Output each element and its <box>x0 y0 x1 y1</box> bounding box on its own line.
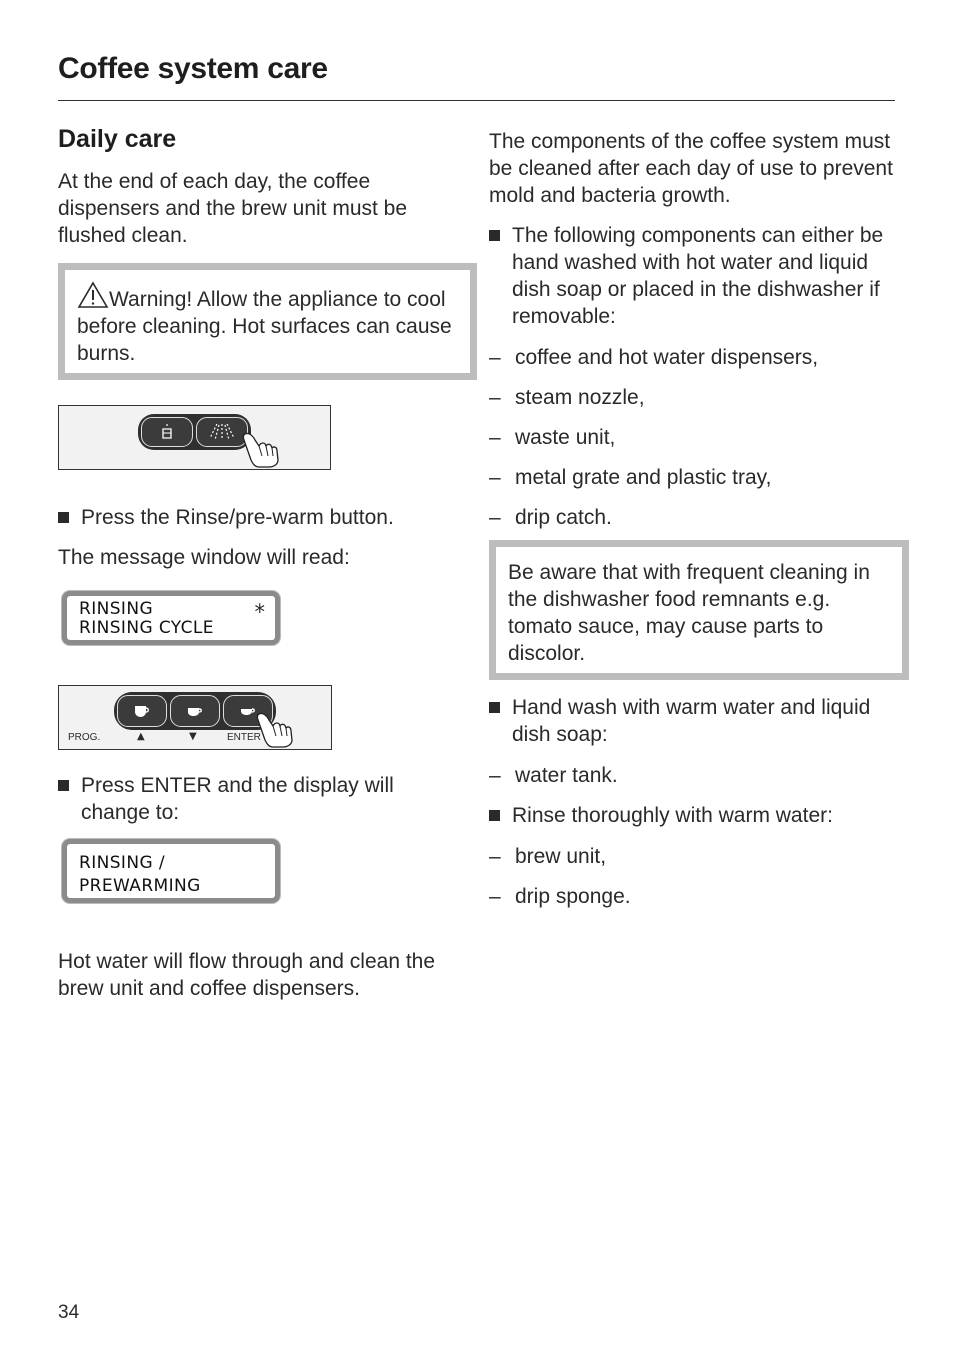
display-line-1: RINSING / <box>79 853 165 873</box>
hand-press-icon <box>241 430 283 468</box>
title-divider <box>58 100 895 101</box>
page-title: Coffee system care <box>58 52 328 85</box>
enter-label[interactable]: ENTER <box>227 732 261 743</box>
list-item: – steam nozzle, <box>489 384 899 411</box>
rinse-bullet: Rinse thoroughly with warm water: <box>489 802 899 829</box>
coffee-cup-icon <box>185 703 205 719</box>
right-column <box>489 128 899 910</box>
warning-text: Warning! Allow the appliance to cool before cleaning. Hot surfaces can cause burns. <box>77 288 452 365</box>
cup-button[interactable] <box>141 417 193 447</box>
list-item: – waste unit, <box>489 424 899 451</box>
prog-label: PROG. <box>68 732 101 743</box>
display-rinsing-cycle <box>62 591 280 645</box>
display-line-2: PREWARMING <box>79 876 201 896</box>
list-item: – drip sponge. <box>489 883 899 910</box>
list-item: – metal grate and plastic tray, <box>489 464 899 491</box>
right-intro: The components of the coffee system must be cleaned after each day of use to prevent mold and bacteria growth. <box>489 130 893 207</box>
cup-button-group <box>114 692 276 730</box>
intro-paragraph: At the end of each day, the coffee dispensers and the brew unit must be flushed clean. <box>58 170 408 247</box>
note-text: Be aware that with frequent cleaning in the dishwasher food remnants e.g. tomato sauce, may cause parts to discolor. <box>508 561 870 665</box>
list-item: – coffee and hot water dispensers, <box>489 344 899 371</box>
page-number: 34 <box>58 1302 80 1323</box>
list-item: – brew unit, <box>489 843 899 870</box>
button-group <box>138 414 251 450</box>
coffee-button-large[interactable] <box>117 695 167 727</box>
hand-press-icon <box>255 710 297 748</box>
handwash-bullet: Hand wash with warm water and liquid dish soap: <box>489 694 899 748</box>
dishwasher-note-box <box>489 540 909 680</box>
step-press-enter: Press ENTER and the display will change to: <box>58 772 468 826</box>
warning-triangle-icon <box>77 281 109 309</box>
step-press-rinse: Press the Rinse/pre-warm button. <box>58 504 468 531</box>
up-arrow-icon[interactable]: ▲ <box>137 731 145 742</box>
outro-paragraph: Hot water will flow through and clean the brew unit and coffee dispensers. <box>58 950 436 1000</box>
left-column <box>58 124 468 1002</box>
components-bullet: The following components can either be hand washed with hot water and liquid dish soap or placed in the dishwasher if removable: <box>489 222 899 330</box>
display-status-symbol: * <box>254 600 265 624</box>
warning-box <box>58 263 477 380</box>
list-item: – water tank. <box>489 762 899 789</box>
section-heading: Daily care <box>58 125 177 153</box>
coffee-button-medium[interactable] <box>170 695 220 727</box>
down-arrow-icon[interactable]: ▼ <box>189 731 197 742</box>
rinse-spray-icon <box>208 422 236 442</box>
coffee-cup-icon <box>132 703 152 719</box>
programming-panel <box>58 685 332 750</box>
message-intro: The message window will read: <box>58 546 350 569</box>
display-rinsing-prewarming <box>62 839 280 903</box>
display-line-2: RINSING CYCLE <box>79 618 214 638</box>
rinse-button-panel <box>58 405 331 470</box>
cup-icon <box>160 423 174 441</box>
list-item: – drip catch. <box>489 504 899 531</box>
display-line-1: RINSING <box>79 599 154 619</box>
